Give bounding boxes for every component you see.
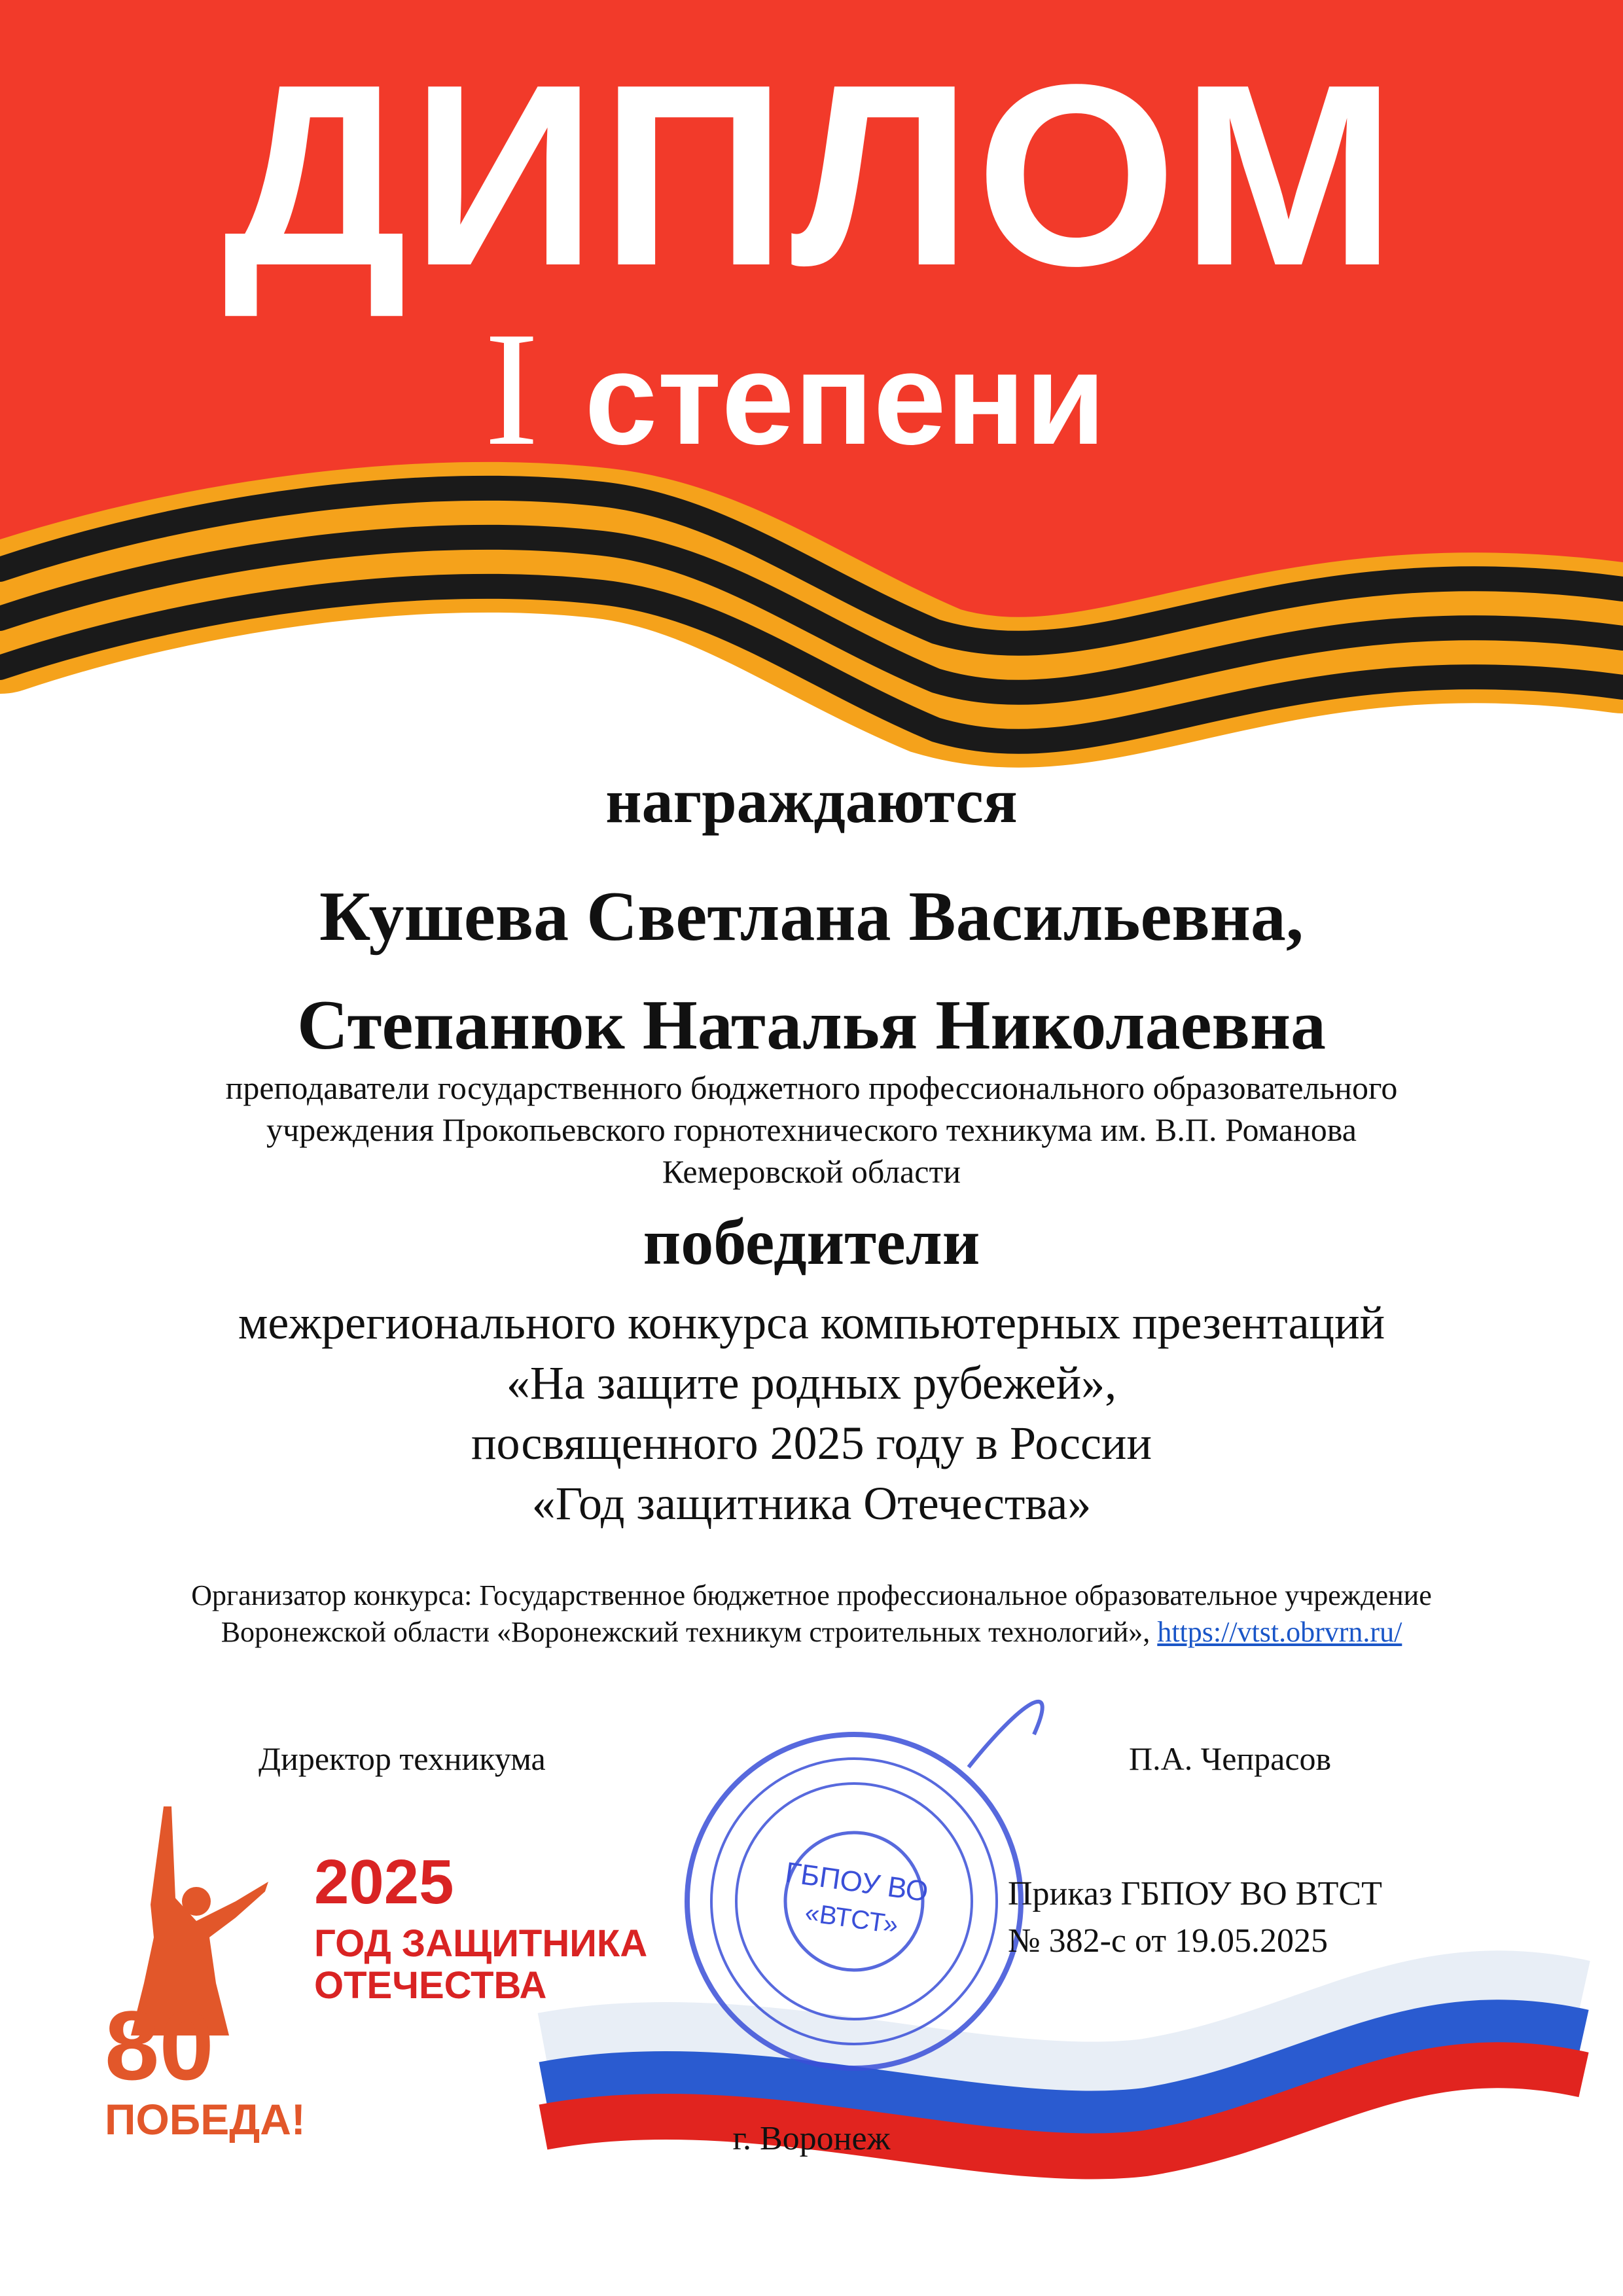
recipient-positions <box>0 1067 1623 1193</box>
recipient-name: Степанюк Наталья Николаевна <box>296 986 1327 1064</box>
logo-caption-line: ГОД ЗАЩИТНИКА <box>314 1922 648 1965</box>
position-line: Кемеровской области <box>662 1153 961 1190</box>
signature-name: П.А. Чепрасов <box>1129 1740 1332 1777</box>
organizer-line-text: Воронежской области «Воронежский техникум строительных технологий», <box>221 1616 1150 1648</box>
organizer-line <box>0 1614 1623 1651</box>
diploma-title: ДИПЛОМ <box>223 30 1400 319</box>
degree-number: I <box>484 298 539 480</box>
degree-heading <box>484 298 1204 480</box>
contest-description <box>0 1293 1623 1534</box>
order-reference <box>1008 1871 1382 1965</box>
contest-line: «Год защитника Отечества» <box>531 1477 1092 1530</box>
degree-word: степени <box>584 326 1106 472</box>
organizer-line: Организатор конкурса: Государственное бюджетное профессиональное образовательное учреждение <box>191 1579 1432 1611</box>
logo-caption <box>314 1923 647 2007</box>
logo-victory-word: ПОБЕДА! <box>105 2095 306 2144</box>
signature-title: Директор техникума <box>259 1740 546 1777</box>
logo-year: 2025 <box>314 1847 454 1917</box>
awarded-heading: награждаются <box>605 766 1018 836</box>
contest-line: «На защите родных рубежей», <box>506 1357 1117 1409</box>
contest-line: посвященного 2025 году в России <box>471 1417 1152 1469</box>
winners-heading: победители <box>643 1206 980 1278</box>
order-line: № 382-с от 19.05.2025 <box>1008 1922 1329 1960</box>
position-line: учреждения Прокопьевского горнотехнического техникума им. В.П. Романова <box>266 1111 1357 1148</box>
recipient-names <box>0 863 1623 1080</box>
organizer-info <box>0 1577 1623 1651</box>
order-line: Приказ ГБПОУ ВО ВТСТ <box>1008 1875 1382 1912</box>
recipient-name: Кушева Светлана Васильевна, <box>319 878 1304 956</box>
contest-line: межрегионального конкурса компьютерных презентаций <box>238 1297 1385 1349</box>
logo-caption-line: ОТЕЧЕСТВА <box>314 1964 547 2007</box>
city-label: г. Воронеж <box>732 2120 891 2157</box>
stamp-center-line2: «ВТСТ» <box>803 1897 901 1940</box>
position-line: преподаватели государственного бюджетного профессионального образовательного <box>225 1069 1398 1106</box>
organizer-website-link[interactable]: https://vtst.obrvrn.ru/ <box>1157 1616 1402 1648</box>
stamp-center-line1: ГБПОУ ВО <box>783 1856 931 1909</box>
logo-number: 80 <box>105 1990 214 2100</box>
